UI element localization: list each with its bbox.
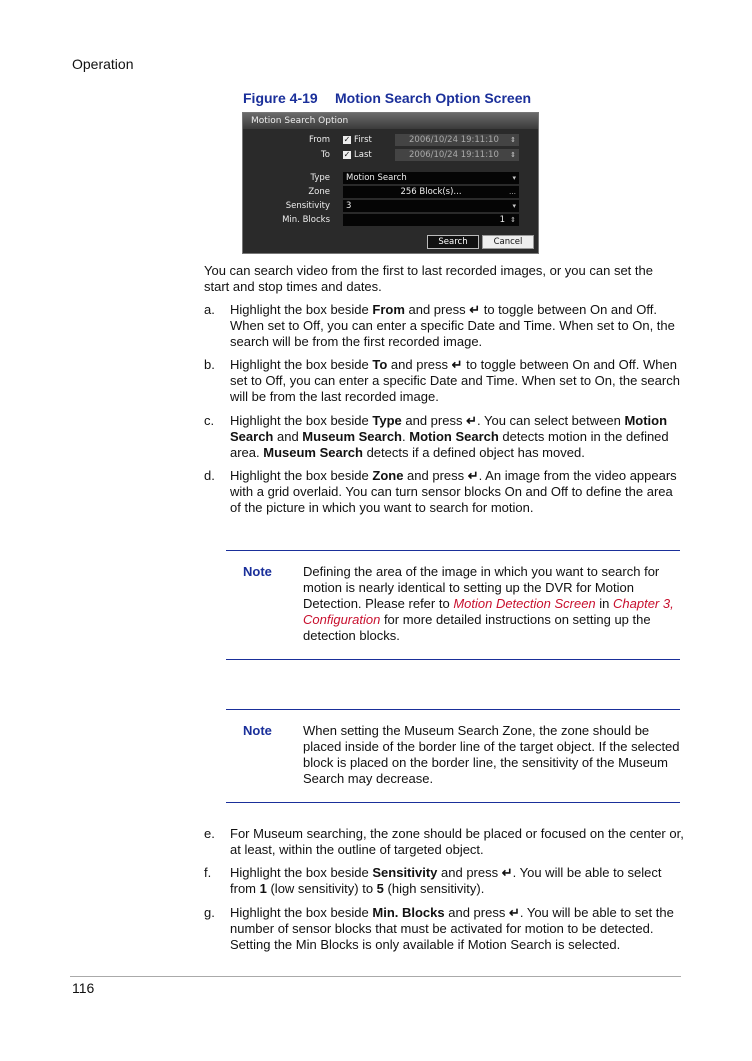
note-divider — [226, 709, 680, 710]
type-label: Type — [310, 173, 330, 183]
note-divider — [226, 659, 680, 660]
page-number: 116 — [72, 980, 95, 996]
zone-label: Zone — [308, 187, 330, 197]
figure-title: Motion Search Option Screen — [335, 90, 532, 106]
note-text: When setting the Museum Search Zone, the zone should be placed inside of the border line of the target object. If the selected block is placed on the border line, the sensitivity of the Museum Search may decrease. — [303, 723, 680, 786]
list-item: f. Highlight the box beside Sensitivity and press ↵. You will be able to select from 1 (low sensitivity) to 5 (high sensitivity). — [204, 865, 662, 896]
list-item: c. Highlight the box beside Type and press ↵. You can select between Motion Search and Museum Search. Motion Search detects motion in the defined area. Museum Search detects if a defined object has moved. — [204, 413, 669, 460]
spinner-icon: ⇕ — [510, 151, 516, 159]
enter-key-icon: ↵ — [508, 905, 520, 920]
list-item: g. Highlight the box beside Min. Blocks and press ↵. You will be able to set the number of sensor blocks that must be activated for motion to be detected. Setting the Min Blocks is only available if Motion Search is selected. — [204, 905, 674, 952]
list-item: e. For Museum searching, the zone should be placed or focused on the center or, at least, within the outline of targeted object. — [204, 826, 684, 857]
note-divider — [226, 550, 680, 551]
enter-key-icon: ↵ — [467, 468, 479, 483]
note-divider — [226, 802, 680, 803]
spinner-icon: ⇕ — [510, 136, 516, 144]
dropdown-icon: ▾ — [512, 202, 516, 210]
zone-button[interactable]: 256 Block(s)... … — [343, 186, 519, 198]
to-last-checkbox[interactable]: ✓ Last — [343, 149, 372, 160]
enter-key-icon: ↵ — [451, 357, 463, 372]
footer-divider — [70, 976, 681, 977]
spinner-icon: ⇕ — [510, 216, 516, 224]
dialog-title: Motion Search Option — [243, 113, 538, 129]
enter-key-icon: ↵ — [469, 302, 481, 317]
motion-detection-screen-link[interactable]: Motion Detection Screen — [453, 596, 596, 611]
list-item: b. Highlight the box beside To and press ↵ to toggle between On and Off. When set to Off, you can enter a specific Date and Time. When set to On, the search will be from the last recorded image. — [204, 357, 680, 404]
figure-caption — [243, 90, 531, 106]
search-button[interactable]: Search — [427, 235, 479, 249]
intro-paragraph: You can search video from the first to last recorded images, or you can set the start and stop times and dates. — [204, 263, 653, 294]
checkmark-icon: ✓ — [343, 149, 351, 159]
list-item: a. Highlight the box beside From and press ↵ to toggle between On and Off. When set to Off, you can enter a specific Date and Time. When set to On, the search will be from the first recorded image. — [204, 302, 675, 349]
section-title: Operation — [72, 56, 134, 72]
checkmark-icon: ✓ — [343, 134, 351, 144]
to-label: To — [321, 150, 330, 160]
enter-key-icon: ↵ — [501, 865, 513, 880]
list-item: d. Highlight the box beside Zone and press ↵. An image from the video appears with a grid overlaid. You can turn sensor blocks On and Off to define the area of the picture in which you want to search for motion. — [204, 468, 677, 515]
dropdown-icon: ▾ — [512, 174, 516, 182]
from-label: From — [308, 135, 330, 145]
note-text: Defining the area of the image in which you want to search for motion is nearly identical to setting up the DVR for Motion Detection. Please refer to Motion Detection Screen in Chapter 3, Configuration for more detailed instructions on setting up the detection blocks. — [303, 564, 674, 643]
cancel-button[interactable]: Cancel — [482, 235, 534, 249]
motion-search-option-dialog — [242, 112, 539, 254]
chapter-3-link[interactable]: Chapter 3, Configuration — [303, 596, 674, 627]
enter-key-icon: ↵ — [466, 413, 477, 428]
to-datetime-field[interactable]: 2006/10/24 19:11:10 ⇕ — [395, 149, 519, 161]
figure-number: Figure 4-19 — [243, 90, 318, 106]
min-blocks-stepper[interactable]: 1 ⇕ — [343, 214, 519, 226]
note-label: Note — [243, 723, 272, 738]
sensitivity-label: Sensitivity — [285, 201, 330, 211]
note-label: Note — [243, 564, 272, 579]
min-blocks-label: Min. Blocks — [282, 215, 330, 225]
type-dropdown[interactable]: Motion Search ▾ — [343, 172, 519, 184]
sensitivity-dropdown[interactable]: 3 ▾ — [343, 200, 519, 212]
from-datetime-field[interactable]: 2006/10/24 19:11:10 ⇕ — [395, 134, 519, 146]
ellipsis-icon: … — [509, 188, 516, 196]
from-first-checkbox[interactable]: ✓ First — [343, 134, 372, 145]
